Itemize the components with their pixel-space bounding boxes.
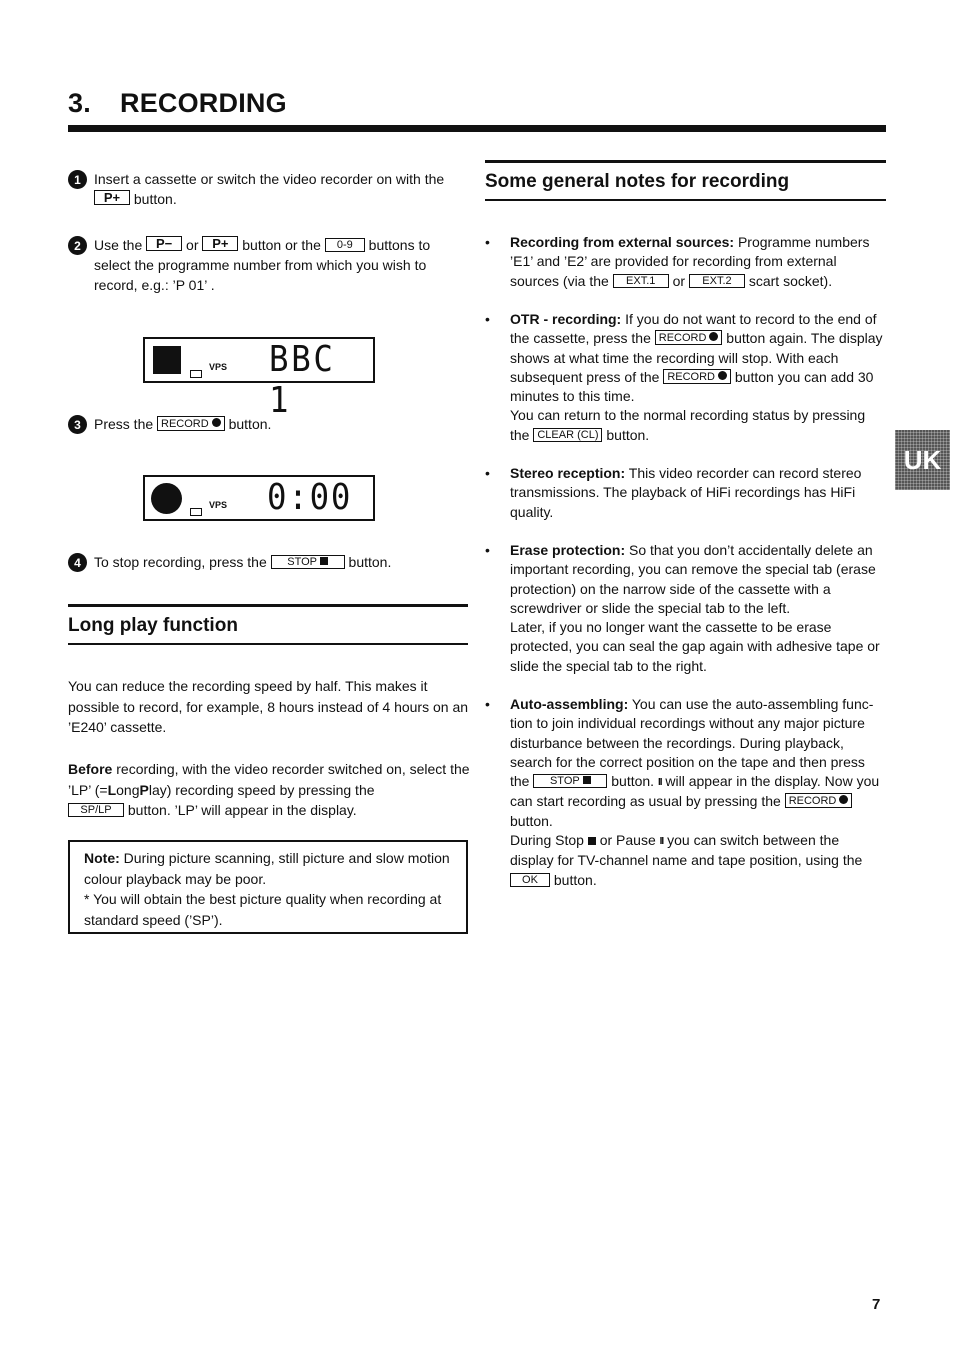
bullet: •	[485, 696, 490, 712]
bold-text: P	[139, 781, 149, 798]
step-text: or	[182, 237, 203, 253]
text: You can return to the normal recording status by pressing the	[510, 407, 866, 443]
ok-key: OK	[510, 873, 550, 887]
chapter-number: 3.	[68, 88, 91, 118]
stop-square-icon	[583, 776, 591, 784]
key-label: RECORD	[161, 418, 209, 430]
note-text: * You will obtain the best picture quality when recording at standard speed (’SP’).	[84, 891, 442, 928]
stop-square-icon	[153, 346, 181, 374]
bold-text: Recording from external sources:	[510, 234, 735, 250]
text: button.	[510, 812, 553, 829]
note-item-otr	[485, 310, 885, 445]
text: lay) recording speed by pressing the	[148, 781, 375, 798]
stop-square-icon	[320, 557, 328, 565]
key-label: STOP	[287, 556, 318, 568]
stop-key	[533, 774, 607, 788]
chapter-title: RECORDING	[120, 88, 287, 118]
cassette-icon	[190, 370, 202, 378]
record-dot-icon	[212, 418, 221, 427]
digit-keys: 0-9	[325, 238, 365, 252]
vcr-display-2	[143, 475, 375, 521]
key-label: RECORD	[658, 332, 707, 345]
key-label: RECORD	[667, 370, 715, 383]
step-3	[68, 414, 468, 434]
step-text: button.	[344, 554, 392, 570]
section-rule-top	[68, 604, 468, 607]
note-item-auto-assembling	[485, 695, 885, 890]
vcr-display-1	[143, 337, 375, 421]
sp-lp-key: SP/LP	[68, 803, 124, 817]
ext2-key: EXT.2	[689, 274, 745, 288]
section-rule-bottom	[68, 643, 468, 645]
record-key	[157, 416, 225, 431]
record-dot-icon	[718, 371, 727, 380]
display-text: 0:00	[267, 477, 353, 518]
vps-indicator: VPS	[209, 500, 228, 510]
text: This video recorder can record stereo transmissions. The playback of HiFi recordings has HiFi quality.	[510, 465, 862, 520]
text: Later, if you no longer want the cassette to be erase protected, you can seal the gap again with adhesive tape or slide the special tab to the right.	[510, 619, 880, 674]
note-item-external	[485, 233, 885, 291]
bold-text: Erase protection:	[510, 542, 626, 558]
vps-indicator: VPS	[209, 362, 228, 372]
step-text: buttons to select the programme number from which you wish to record, e.g.: ’P 01’ .	[94, 237, 431, 293]
page-title	[68, 88, 287, 119]
bold-text: OTR - recording:	[510, 311, 622, 327]
text: ong	[116, 781, 140, 798]
step-text: Press the	[94, 416, 158, 432]
language-tab-uk: UK	[895, 430, 950, 490]
step-text: To stop recording, press the	[94, 554, 271, 570]
p-plus-key: P+	[94, 190, 130, 205]
text: or	[668, 272, 689, 289]
text: button.	[550, 871, 597, 888]
title-rule	[68, 125, 886, 132]
record-dot-icon	[709, 332, 718, 341]
text: button.	[607, 773, 658, 790]
note-item-erase	[485, 541, 885, 676]
text: or Pause	[595, 832, 660, 849]
note-item-stereo	[485, 464, 885, 522]
record-dot-icon	[839, 795, 848, 804]
ext1-key: EXT.1	[613, 274, 669, 288]
text: If you do not want to record to the end of the cassette, press the	[510, 311, 877, 347]
long-play-paragraph-1: You can reduce the recording speed by half. This makes it possible to record, for example, 8 hours instead of 4 hours on an ’E240’ cassette.	[68, 678, 469, 735]
step-number: 2	[68, 236, 87, 255]
bullet: •	[485, 234, 490, 250]
section-rule-bottom	[485, 199, 886, 201]
bullet: •	[485, 465, 490, 481]
long-play-paragraph-2	[68, 759, 470, 821]
record-circle-icon	[151, 483, 182, 514]
text: So that you don’t accidentally delete an important recording, you can remove the special tab (erase protection) on the narrow side of the cassette with a screwdriver or slide the special tab to the left.	[510, 542, 876, 616]
record-key	[663, 369, 731, 384]
note-text: During picture scanning, still picture and slow motion colour playback may be poor.	[84, 850, 450, 887]
text: will appear in the display. Now you can start recording as usual by pressing the	[510, 773, 880, 810]
step-2	[68, 235, 468, 295]
pause-icon: II	[657, 777, 662, 789]
pause-icon: II	[659, 836, 664, 848]
text: button.	[602, 426, 650, 443]
step-text: button or the	[238, 237, 325, 253]
text: You can use the auto-assembling func-tion to join individual recordings without any major picture disturbance between the recordings. During playback, search for the correct position on the tape and then press the	[510, 696, 874, 790]
bold-text: L	[107, 781, 117, 798]
step-4	[68, 552, 468, 572]
stop-key	[271, 555, 345, 569]
step-text: Use the	[94, 237, 147, 253]
note-box	[68, 840, 468, 934]
record-key	[785, 793, 853, 808]
section-heading: Long play function	[68, 615, 238, 636]
bold-text: Before	[68, 761, 113, 777]
stop-square-icon	[588, 837, 596, 845]
section-heading: Some general notes for recording	[485, 171, 790, 192]
text: you can switch between the display for TV-channel name and tape position, using the	[510, 832, 863, 869]
bold-text: Auto-assembling:	[510, 696, 629, 712]
display-text: BBC 1	[269, 339, 336, 421]
text: scart socket).	[744, 272, 833, 289]
text: During Stop	[510, 832, 588, 849]
text: button again. The display shows at what time the recording will stop. With each subsequent press of the	[510, 330, 883, 385]
text: Programme numbers ’E1’ and ’E2’ are provided for recording from external sources (via the	[510, 234, 870, 289]
page-number: 7	[872, 1296, 881, 1313]
bullet: •	[485, 311, 490, 327]
step-number: 1	[68, 170, 87, 189]
key-label: RECORD	[788, 795, 837, 808]
text: button you can add 30 minutes to this time.	[510, 368, 874, 405]
step-number: 3	[68, 415, 87, 434]
bold-text: Stereo reception:	[510, 465, 626, 481]
p-minus-key: P−	[146, 236, 182, 251]
step-text: button.	[130, 191, 177, 207]
step-text: Insert a cassette or switch the video recorder on with the	[94, 171, 445, 187]
record-key	[655, 330, 723, 345]
text: recording, with the video recorder switched on, select the ’LP’ (=	[68, 761, 470, 798]
clear-key: CLEAR (CL)	[533, 428, 602, 442]
section-rule-top	[485, 160, 886, 163]
text: button. ’LP’ will appear in the display.	[124, 802, 357, 818]
step-number: 4	[68, 553, 87, 572]
step-text: button.	[224, 416, 272, 432]
cassette-icon	[190, 508, 202, 516]
note-label: Note:	[84, 850, 120, 866]
key-label: STOP	[549, 775, 580, 788]
step-1	[68, 169, 468, 209]
p-plus-key: P+	[202, 236, 238, 251]
bullet: •	[485, 542, 490, 558]
